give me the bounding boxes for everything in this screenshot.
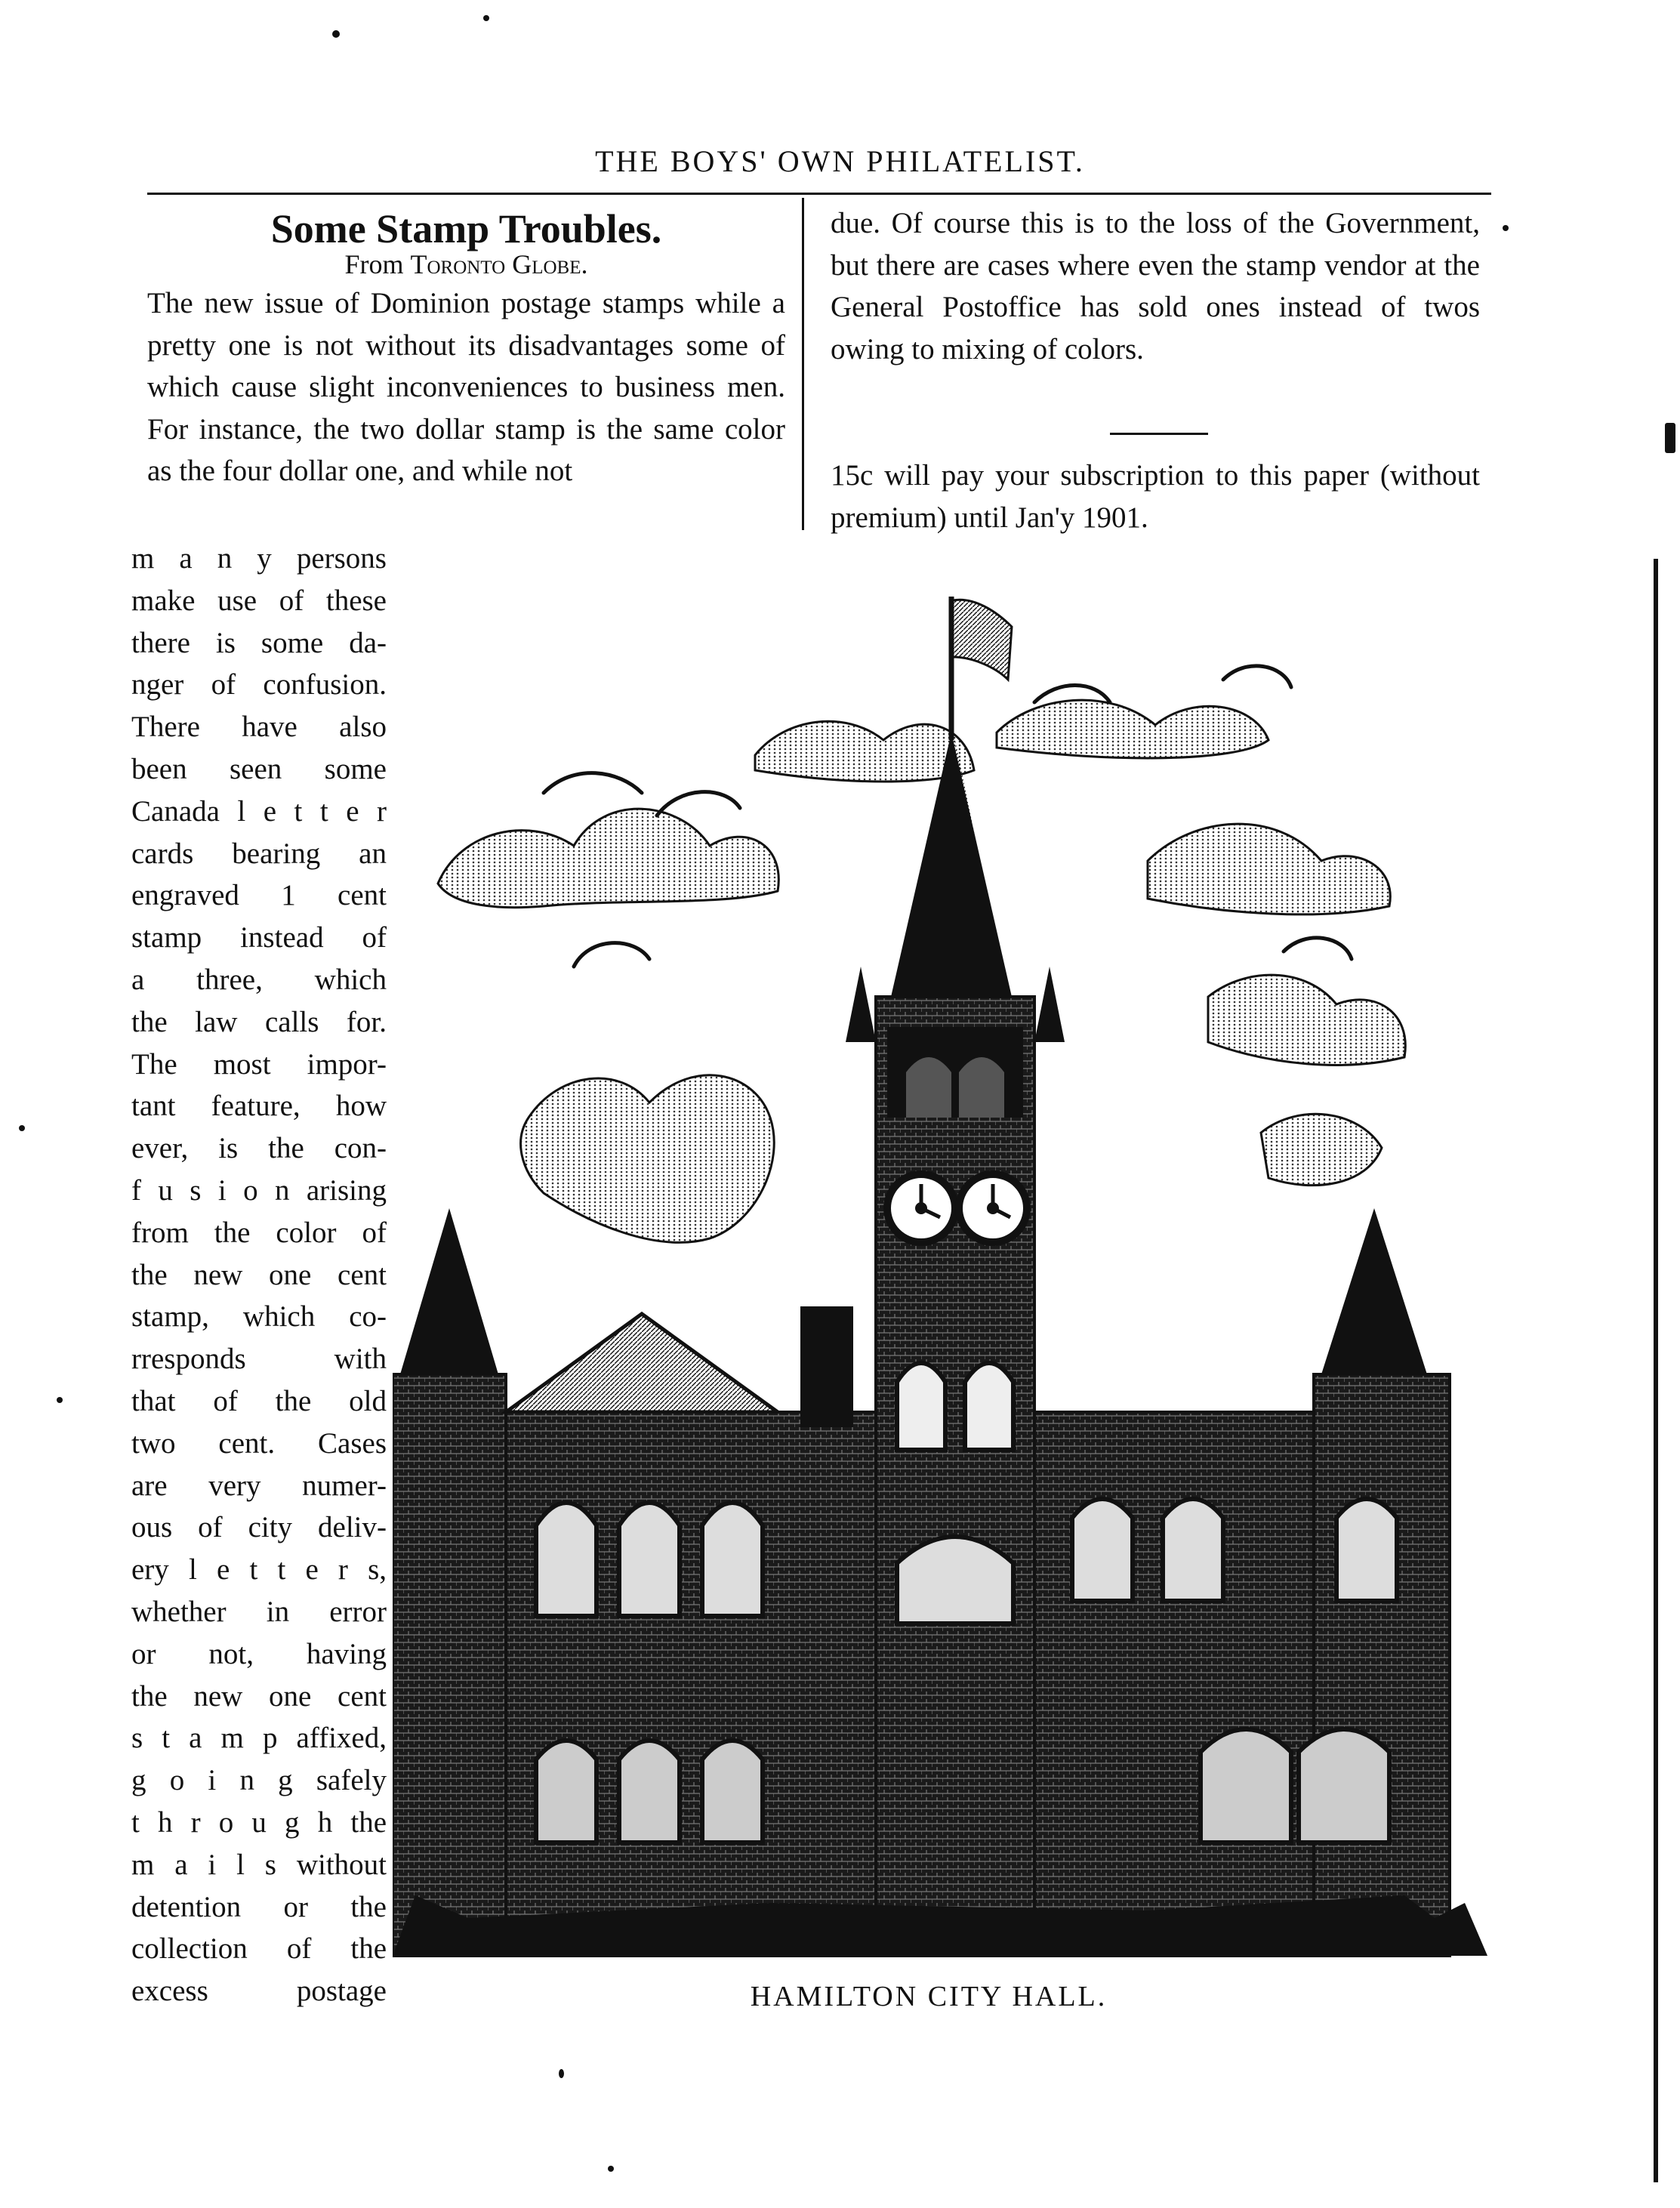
- narrow-line: cards bearing an: [131, 837, 387, 870]
- narrow-line: m a i l s without: [131, 1848, 387, 1881]
- article-continuation: due. Of course this is to the loss of the Government, but there are cases where even the stamp vendor at the General Postoffice has sold ones instead of twos owing to mixing of colors.: [831, 207, 1480, 365]
- print-speck: [608, 2166, 614, 2172]
- article-intro: The new issue of Dominion postage stamps while a pretty one is not without its disadvantages some of which cause slight inconveniences to business men. For instance, the two dollar stamp is the same color as the four dollar one, and while not: [147, 287, 785, 487]
- column-divider: [802, 198, 804, 530]
- narrow-line: are very numer-: [131, 1469, 387, 1502]
- print-speck: [19, 1125, 25, 1131]
- narrow-line: The most impor-: [131, 1047, 387, 1081]
- right-wing: [1034, 1208, 1450, 1956]
- narrow-line: Canada l e t t e r: [131, 794, 387, 828]
- narrow-line: ery l e t t e r s,: [131, 1553, 387, 1587]
- narrow-line: two cent. Cases: [131, 1426, 387, 1460]
- flag: [951, 597, 1012, 740]
- narrow-line: tant feature, how: [131, 1090, 387, 1123]
- narrow-line: that of the old: [131, 1384, 387, 1417]
- narrow-line: nger of confusion.: [131, 668, 387, 702]
- subscription-notice: 15c will pay your subscription to this paper (without premium) until Jan'y 1901.: [831, 459, 1480, 534]
- narrow-line: s t a m p affixed,: [131, 1722, 387, 1755]
- narrow-line: there is some da-: [131, 626, 387, 659]
- narrow-line: t h r o u g h the: [131, 1806, 387, 1839]
- narrow-line: excess postage: [131, 1975, 387, 2008]
- narrow-line: detention or the: [131, 1890, 387, 1923]
- illustration-caption: HAMILTON CITY HALL.: [750, 1981, 1108, 2012]
- print-speck: [332, 30, 340, 38]
- city-hall-engraving: [393, 544, 1487, 1963]
- left-wing: [393, 1208, 876, 1956]
- narrow-line: f u s i o n arising: [131, 1173, 387, 1207]
- narrow-line: a three, which: [131, 963, 387, 996]
- print-speck: [483, 15, 489, 21]
- narrow-line: from the color of: [131, 1216, 387, 1249]
- print-speck: [1503, 225, 1509, 231]
- print-speck: [559, 2069, 564, 2078]
- running-header: THE BOYS' OWN PHILATELIST.: [595, 144, 1085, 178]
- article-title: Some Stamp Troubles.: [270, 206, 662, 251]
- narrow-line: the law calls for.: [131, 1005, 387, 1038]
- narrow-line: engraved 1 cent: [131, 879, 387, 912]
- narrow-line: whether in error: [131, 1595, 387, 1628]
- narrow-line: or not, having: [131, 1637, 387, 1670]
- narrow-line: collection of the: [131, 1932, 387, 1966]
- article-source: [147, 249, 785, 279]
- narrow-line: stamp instead of: [131, 921, 387, 954]
- narrow-line: the new one cent: [131, 1679, 387, 1713]
- print-speck: [57, 1397, 63, 1403]
- page-edge-mark: [1665, 423, 1675, 453]
- source-name: Toronto Globe.: [410, 249, 588, 279]
- narrow-line: ous of city deliv-: [131, 1511, 387, 1544]
- section-rule: [1110, 433, 1208, 435]
- narrow-line: m a n y persons: [131, 542, 387, 575]
- narrow-line: stamp, which co-: [131, 1300, 387, 1334]
- article-narrow-column: [131, 538, 387, 2012]
- narrow-line: been seen some: [131, 752, 387, 785]
- page-edge-rule: [1654, 559, 1658, 2182]
- narrow-line: rresponds with: [131, 1343, 387, 1376]
- clock-tower: [846, 732, 1065, 1956]
- narrow-line: the new one cent: [131, 1258, 387, 1291]
- narrow-line: g o i n g safely: [131, 1764, 387, 1797]
- header-rule: [147, 193, 1491, 195]
- narrow-line: make use of these: [131, 584, 387, 617]
- narrow-line: There have also: [131, 711, 387, 744]
- narrow-line: ever, is the con-: [131, 1132, 387, 1165]
- source-prefix: From: [344, 249, 404, 279]
